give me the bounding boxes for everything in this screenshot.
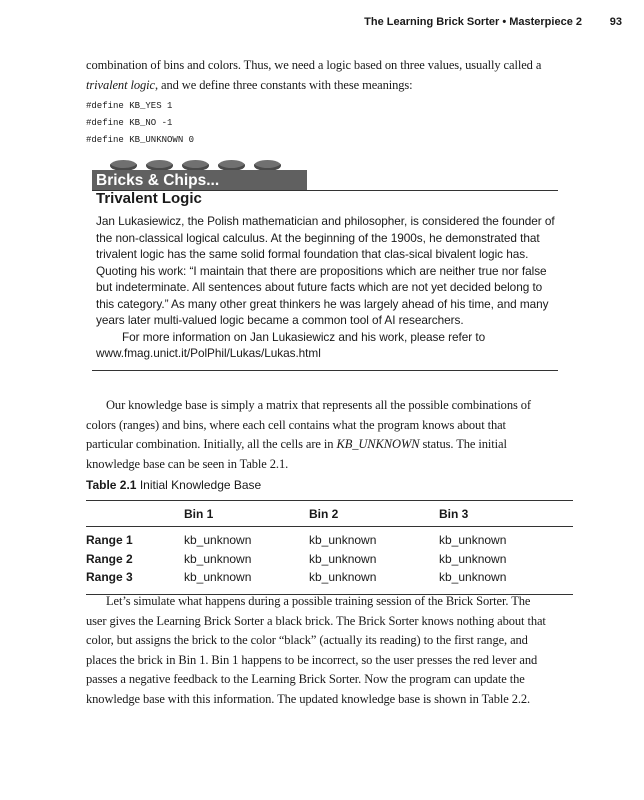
- column-header: Bin 3: [439, 501, 573, 527]
- sidebar-body: [96, 213, 558, 362]
- sidebar-title: Trivalent Logic: [96, 190, 202, 207]
- table-number: Table 2.1: [86, 478, 137, 492]
- table-cell: kb_unknown: [309, 551, 377, 566]
- column-header: Bin 2: [309, 501, 439, 527]
- para2-text-2: status. The initial knowledge base can be seen in Table 2.1.: [86, 437, 507, 471]
- code-line: #define KB_YES 1: [86, 101, 173, 111]
- sidebar-bottom-rule: [92, 370, 558, 371]
- body-paragraph: [86, 396, 546, 474]
- table-cell: kb_unknown: [309, 533, 377, 548]
- table-row: [86, 527, 573, 550]
- table-cell: kb_unknown: [439, 568, 573, 595]
- para2-italic: KB_UNKNOWN: [336, 437, 420, 451]
- code-line: #define KB_UNKNOWN 0: [86, 135, 195, 145]
- row-header: Range 3: [86, 568, 184, 595]
- table-row: [86, 568, 573, 595]
- intro-paragraph: [86, 56, 546, 95]
- table-cell: kb_unknown: [439, 533, 507, 548]
- body-paragraph: Let’s simulate what happens during a possible training session of the Brick Sorter. The user gives the Learning Brick Sorter a black brick. The Brick Sorter knows nothing about that color, but assigns the brick to the color “black” (actually its reading) to the first range, and places the brick in Bin 1. Bin 1 happens to be incorrect, so the user presses the red lever and passes a negative feedback to the Learning Brick Sorter. Now the program can update the knowledge base with this information. The updated knowledge base is shown in Table 2.2.: [86, 594, 546, 706]
- page-number: 93: [609, 16, 622, 28]
- para2-text-1: Our knowledge base is simply a matrix that represents all the possible combinations of colors (ranges) and bins, where each cell contains what the program knows about that particular combination. Initially, all the cells are in: [86, 398, 531, 451]
- column-header: Bin 1: [184, 501, 309, 527]
- intro-text-1: combination of bins and colors. Thus, we need a logic based on three values, usually called a: [86, 58, 542, 72]
- row-header: Range 2: [86, 551, 133, 566]
- intro-text-2: , and we define three constants with these meanings:: [154, 77, 413, 92]
- sidebar-paragraph: For more information on Jan Lukasiewicz and his work, please refer to www.fmag.unict.it/PolPhil/Lukas/Lukas.html: [96, 329, 486, 360]
- knowledge-base-table: [86, 500, 573, 595]
- code-block: [86, 98, 194, 149]
- page-header: [0, 16, 644, 36]
- code-line: #define KB_NO -1: [86, 118, 173, 128]
- column-header: [86, 501, 184, 527]
- table-cell: kb_unknown: [184, 568, 309, 595]
- intro-italic: trivalent logic: [86, 77, 155, 92]
- table-caption: [86, 478, 261, 492]
- sidebar-label: Bricks & Chips...: [96, 172, 220, 189]
- table-cell: kb_unknown: [439, 551, 507, 566]
- table-cell: kb_unknown: [184, 533, 252, 548]
- row-header: Range 1: [86, 533, 133, 548]
- table-header-row: [86, 501, 573, 527]
- table-row: [86, 550, 573, 569]
- table-cell: kb_unknown: [184, 551, 252, 566]
- running-title: The Learning Brick Sorter • Masterpiece 2: [364, 16, 582, 28]
- sidebar-paragraph: Jan Lukasiewicz, the Polish mathematician and philosopher, is considered the founder of the non-classical logical calculus. At the beginning of the 1900s, he demonstrated that trivalent logic has the same solid formal foundation that clas-sical bivalent logic has. Quoting his work: “I maintain that there are propositions which are neither true nor false but indeterminate. All sentences about future facts which are not yet decided belong to this category.” As many other great thinkers he was largely ahead of his time, and many years later multi-valued logic became a common tool of AI researchers.: [96, 214, 555, 327]
- table-title: Initial Knowledge Base: [139, 478, 262, 492]
- table-cell: kb_unknown: [309, 568, 439, 595]
